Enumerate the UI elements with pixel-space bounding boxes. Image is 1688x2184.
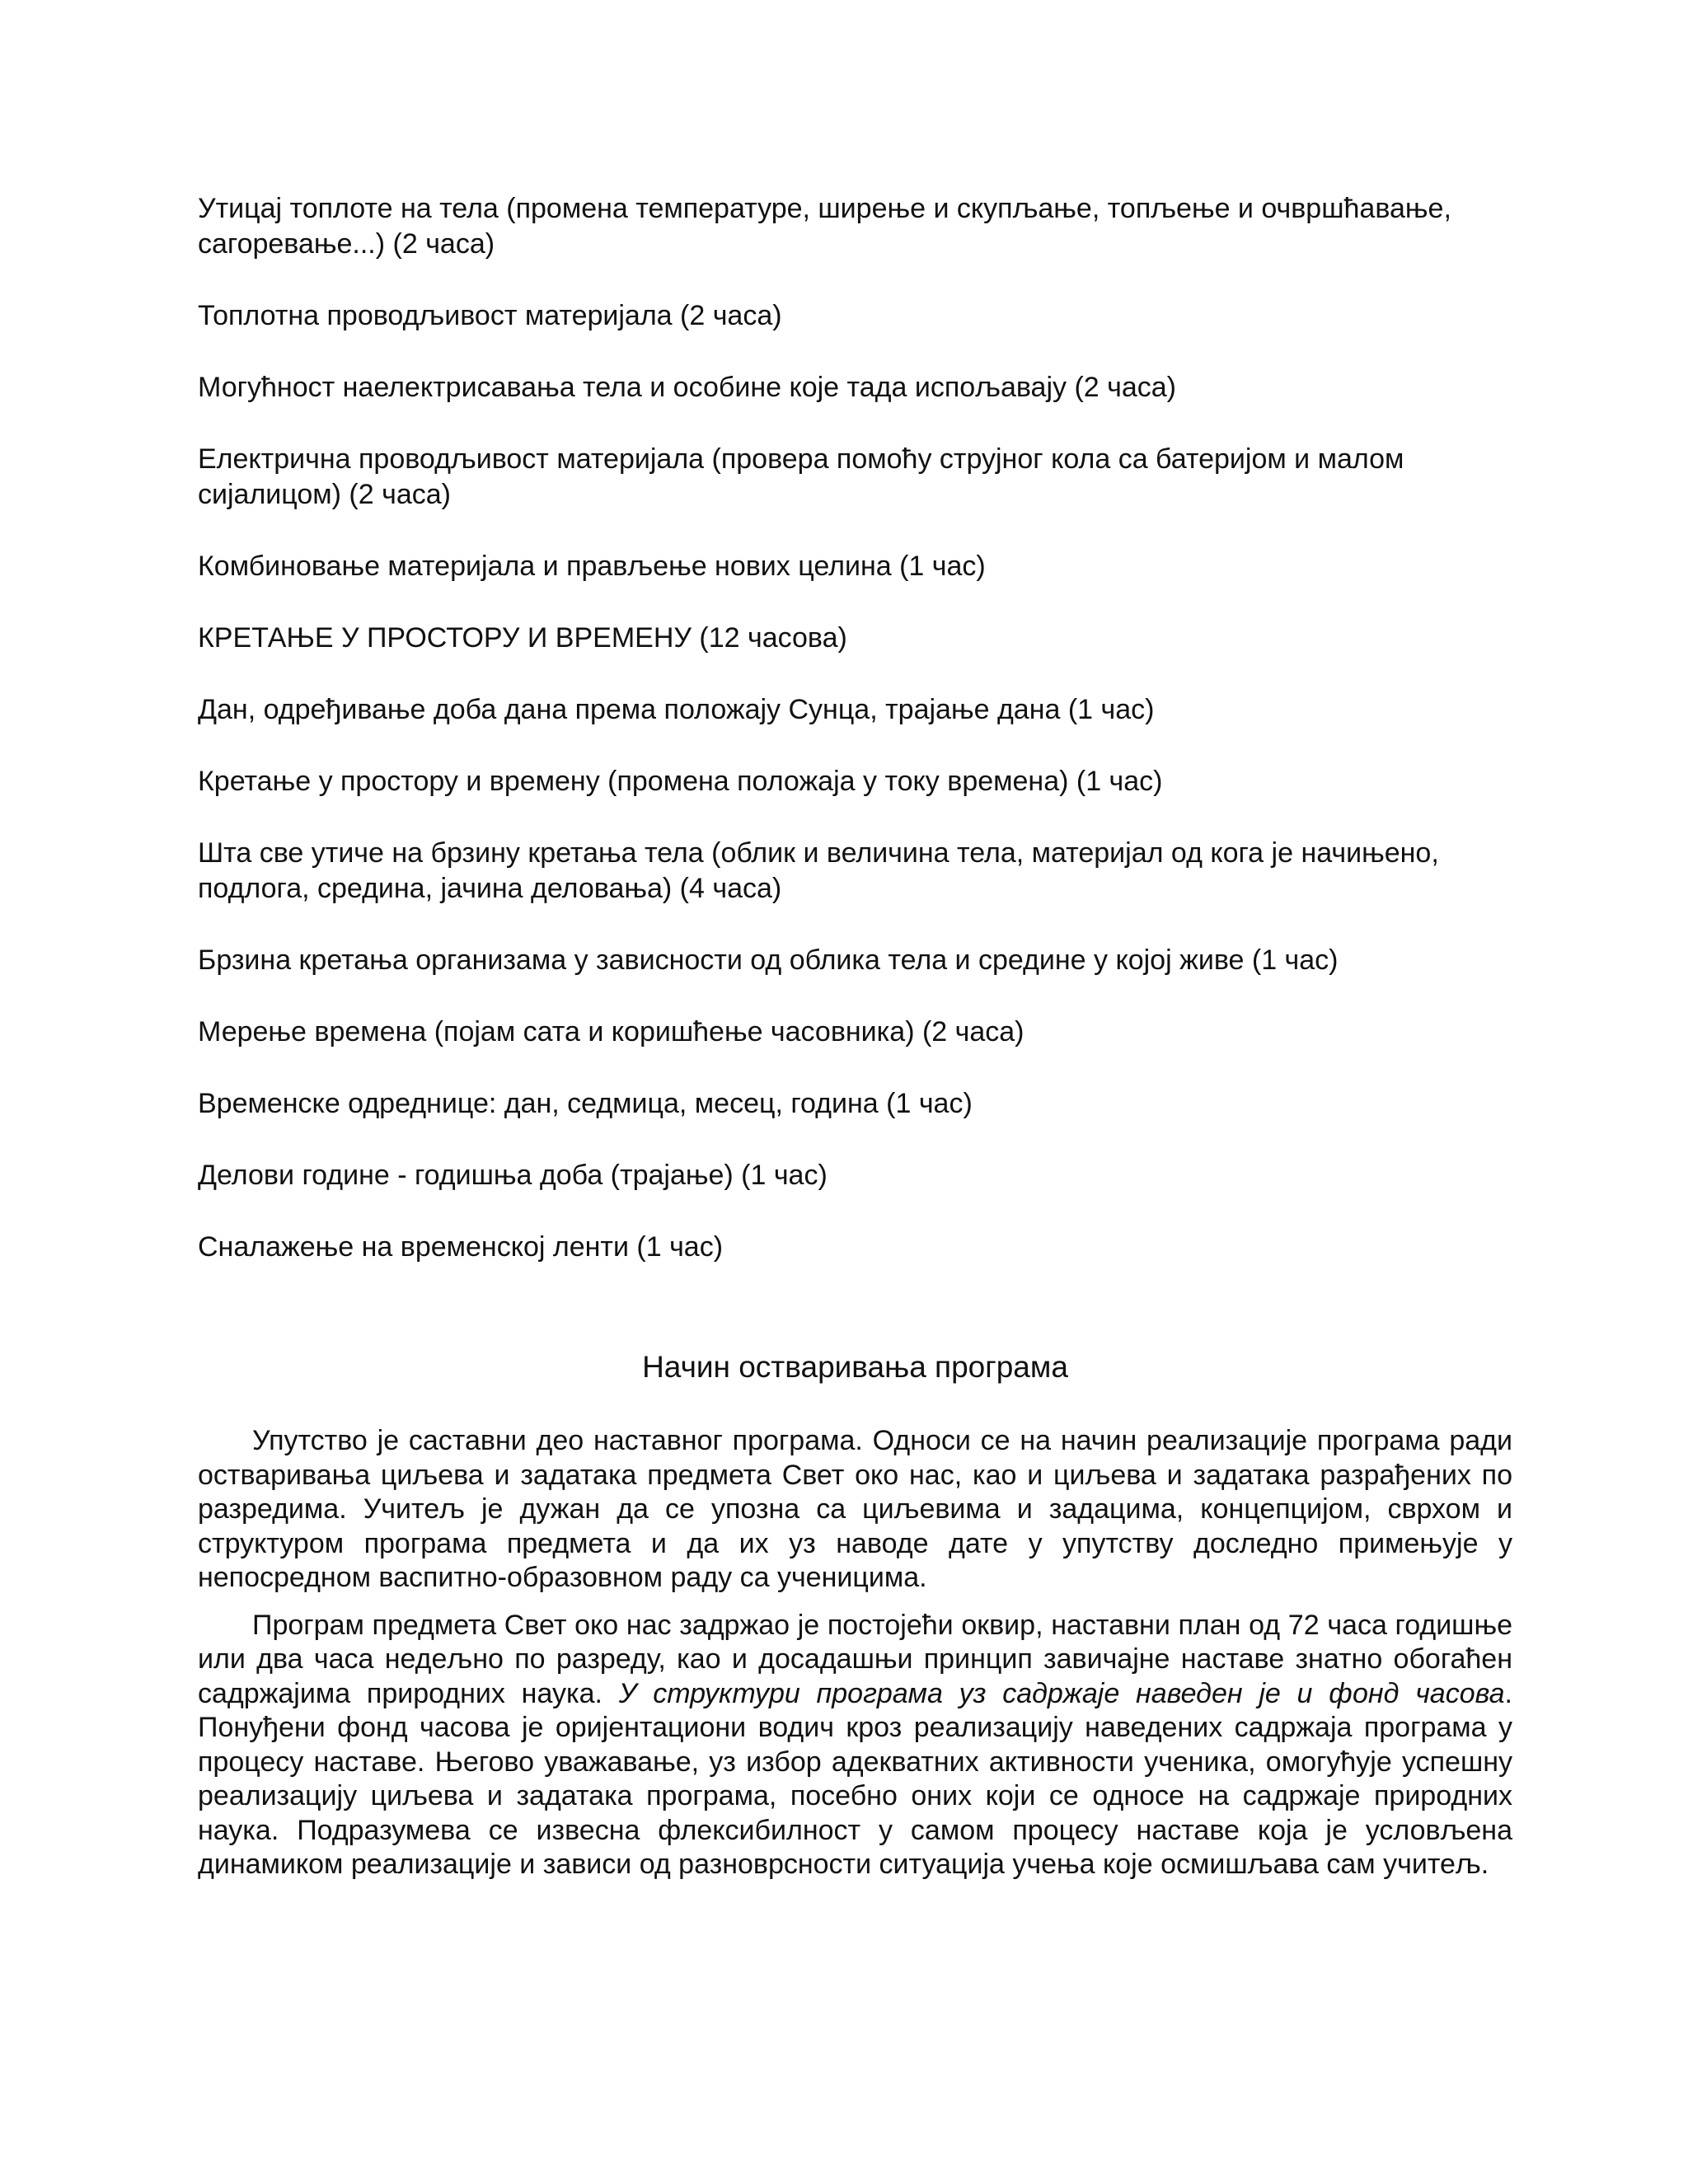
topic-section-title: КРЕТАЊЕ У ПРОСТОРУ И ВРЕМЕНУ (12 часова) — [198, 622, 847, 654]
paragraph-text: Програм предмета Свет око нас задржао је постојећи оквир, наставни план од 72 часа годишње или два часа недељно по разреду, као и досадашњи принцип завичајне наставе знатно обогаћен садржајима природних наука. — [198, 1609, 1512, 1709]
body-paragraph — [198, 1609, 1512, 1882]
topic-item: Могућност наелектрисавања тела и особине које тада испољавају (2 часа) — [198, 372, 1176, 403]
topic-item: Кретање у простору и времену (промена положаја у току времена) (1 час) — [198, 766, 1163, 797]
topic-item: Делови године - годишња доба (трајање) (1 час) — [198, 1160, 828, 1191]
body-paragraph: Упутство је саставни део наставног програма. Односи се на начин реализације програма ради остваривања циљева и задатака предмета Свет око нас, као и циљева и задатака разрађених по разредима. Учитељ је дужан да се упозна са циљевима и задацима, концепцијом, сврхом и структуром програма предмета и да их уз наводе дате у упутству доследно примењује у непосредном васпитно-образовном раду са ученицима. — [198, 1425, 1512, 1593]
topic-item: Дан, одређивање доба дана према положају Сунца, трајање дана (1 час) — [198, 694, 1155, 725]
document-page — [198, 191, 1512, 1896]
topic-item: Шта све утиче на брзину кретања тела (облик и величина тела, материјал од кога је начињено, подлога, средина, јачина деловања) (4 часа) — [198, 837, 1439, 904]
topic-item: Временске одреднице: дан, седмица, месец, година (1 час) — [198, 1088, 973, 1119]
paragraph-emphasis: У структури програма уз садржаје наведен је и фонд часова — [618, 1677, 1505, 1709]
topic-item: Електрична проводљивост материјала (провера помоћу струјног кола са батеријом и малом сијалицом) (2 часа) — [198, 443, 1404, 510]
section-heading: Начин остваривања програма — [642, 1350, 1068, 1384]
topic-list — [198, 191, 1512, 1265]
topic-item: Утицај топлоте на тела (промена температуре, ширење и скупљање, топљење и очвршћавање, сагоревање...) (2 часа) — [198, 193, 1451, 260]
topic-item: Комбиновање материјала и прављење нових целина (1 час) — [198, 551, 986, 582]
topic-item: Брзина кретања организама у зависности од облика тела и средине у којој живе (1 час) — [198, 944, 1339, 976]
topic-item: Топлотна проводљивост материјала (2 часа) — [198, 300, 782, 331]
topic-item: Сналажење на временској ленти (1 час) — [198, 1231, 724, 1263]
topic-item: Мерење времена (појам сата и коришћење часовника) (2 часа) — [198, 1016, 1025, 1047]
paragraph-text: . Понуђени фонд часова је оријентациони водич кроз реализацију наведених садржаја програма у процесу наставе. Његово уважавање, уз избор адекватних активности ученика, омогућује успешну реализацију циљева и задатака програма, посебно оних који се односе на садржаје природних наука. Подразумева се извесна флексибилност у самом процесу наставе која је условљена динамиком реализације и зависи од разноврсности ситуација учења које осмишљава сам учитељ. — [198, 1677, 1512, 1880]
